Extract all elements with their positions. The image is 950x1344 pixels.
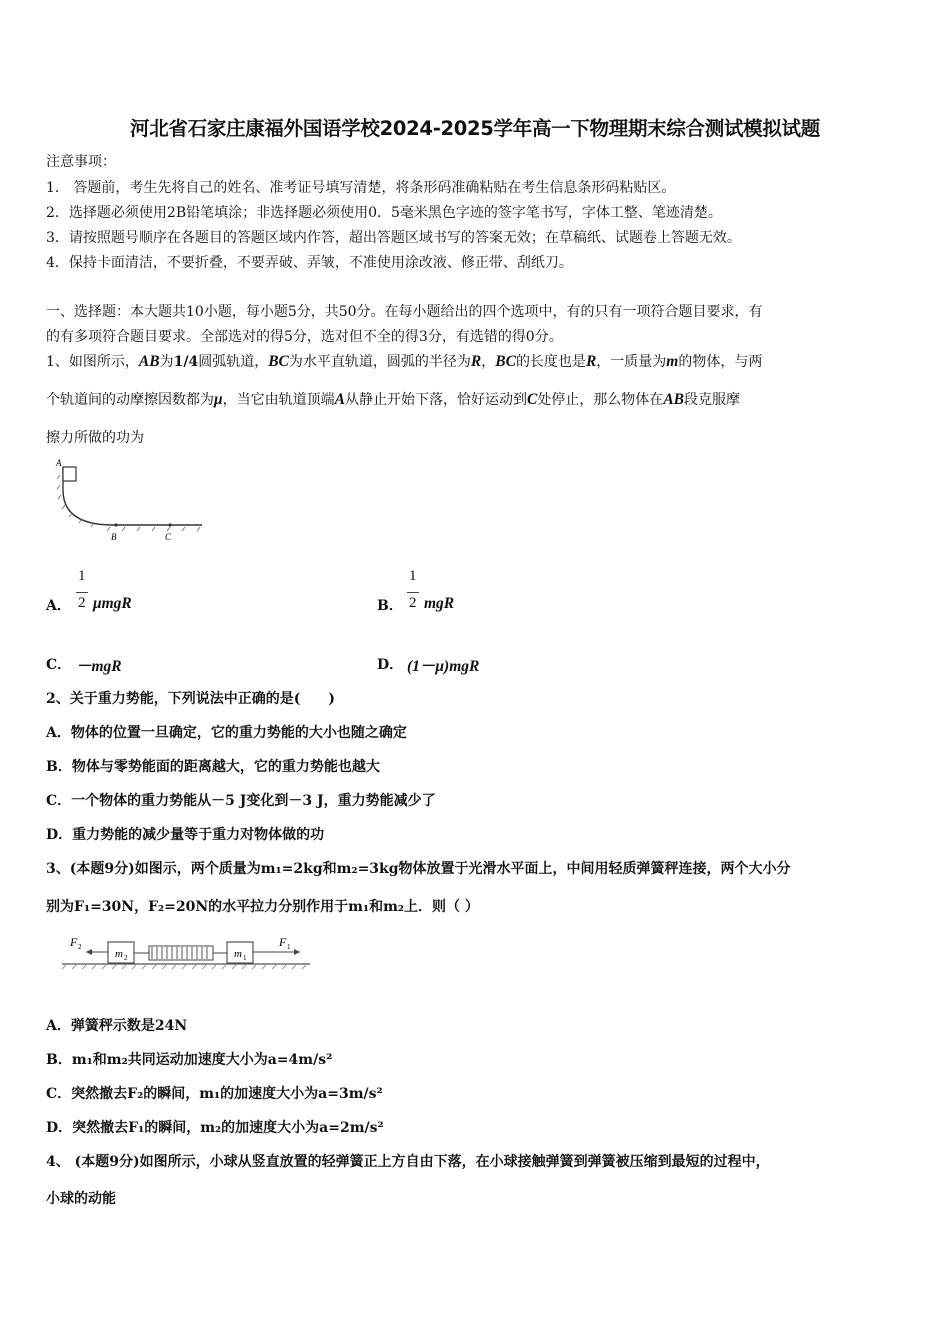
notice-item: 4．保持卡面清洁，不要折叠，不要弄破、弄皱，不准使用涂改液、修正带、刮纸刀。 [46,255,573,271]
q1-stem-line3: 擦力所做的功为 [46,430,144,446]
q3-option-c: C．突然撤去F₂的瞬间，m₁的加速度大小为a=3m/s² [46,1086,383,1102]
notice-item: 2．选择题必须使用2B铅笔填涂；非选择题必须使用0．5毫米黑色字迹的签字笔书写，字体工整、笔迹清楚。 [46,205,722,221]
spring-balance [149,946,213,960]
q1-option-a-denominator: 2 [78,595,86,611]
q1-option-a-numerator: 1 [78,568,86,584]
q2-stem: 2、关于重力势能，下列说法中正确的是( ) [46,691,335,707]
q3-option-a: A．弹簧秤示数是24N [46,1018,188,1034]
force-f1-arrowhead [294,949,300,955]
q1-option-b-label: B． [377,598,403,614]
q2-option-a: A．物体的位置一旦确定，它的重力势能的大小也随之确定 [46,725,407,741]
label-m1: m [234,948,242,960]
arc-track [63,467,202,525]
notice-heading: 注意事项： [46,154,116,170]
q3-stem-line2: 别为F₁=30N，F₂=20N的水平拉力分别作用于m₁和m₂上．则（ ） [46,899,479,915]
ground-hatching [62,965,306,969]
label-f1-subscript: 1 [287,943,291,951]
q3-spring-figure [60,928,315,973]
notice-item: 1． 答题前，考生先将自己的姓名、准考证号填写清楚，将条形码准确粘贴在考生信息条形码粘贴区。 [46,180,676,196]
q4-stem-line1: 4、 (本题9分)如图所示，小球从竖直放置的轻弹簧正上方自由下落，在小球接触弹簧到弹簧被压缩到最短的过程中， [46,1154,770,1170]
q1-option-c-expression: －mgR [76,658,122,675]
q1-option-a-label: A． [46,598,71,614]
label-c: C [165,532,172,542]
q1-option-c-label: C． [46,657,72,673]
label-a: A [56,458,62,468]
q2-option-c: C．一个物体的重力势能从－5 J变化到－3 J，重力势能减少了 [46,793,436,809]
section-heading-line1: 一、选择题：本大题共10小题，每小题5分，共50分。在每小题给出的四个选项中，有的只有一项符合题目要求，有 [46,304,763,320]
q4-stem-line2: 小球的动能 [46,1191,116,1207]
force-f2-arrowhead [86,949,92,955]
q1-option-a-fraction-bar [76,592,88,593]
q2-option-b: B．物体与零势能面的距离越大，它的重力势能也越大 [46,759,380,775]
q1-option-d-label: D． [377,657,404,673]
q1-stem-line2: 个轨道间的动摩擦因数都为μ，当它由轨道顶端A从静止开始下落，恰好运动到C处停止，那么物体在AB段克服摩 [46,391,740,408]
block [63,467,76,481]
q2-option-d: D．重力势能的减少量等于重力对物体做的功 [46,827,325,843]
page-title: 河北省石家庄康福外国语学校2024-2025学年高一下物理期末综合测试模拟试题 [130,117,820,140]
q3-stem-line1: 3、(本题9分)如图示，两个质量为m₁=2kg和m₂=3kg物体放置于光滑水平面上，中间用轻质弹簧秤连接，两个大小分 [46,861,791,877]
q1-option-b-expression: mgR [424,595,455,612]
q1-option-b-denominator: 2 [409,595,417,611]
q3-option-b: B．m₁和m₂共同运动加速度大小为a=4m/s² [46,1052,333,1068]
label-f2-subscript: 2 [78,943,82,951]
q1-option-a-expression: μmgR [93,595,132,612]
label-f1: F [279,935,287,949]
q3-option-d: D．突然撤去F₁的瞬间，m₂的加速度大小为a=2m/s² [46,1120,384,1136]
label-m2-subscript: 2 [124,954,128,962]
label-b: B [111,532,117,542]
q1-option-d-expression: (1－μ)mgR [407,658,480,675]
q1-option-b-fraction-bar [407,592,419,593]
q1-stem-line1: 1、如图所示，AB为1/4圆弧轨道，BC为水平直轨道，圆弧的半径为R，BC的长度也是R，一质量为m的物体，与两 [46,353,763,370]
point-c [168,523,171,526]
track-hatching [57,475,200,531]
label-m2: m [115,948,123,960]
label-m1-subscript: 1 [243,954,247,962]
q1-option-b-numerator: 1 [409,568,417,584]
label-f2: F [70,935,78,949]
q1-track-figure [50,455,210,545]
notice-item: 3．请按照题号顺序在各题目的答题区域内作答，超出答题区域书写的答案无效；在草稿纸、试题卷上答题无效。 [46,230,741,246]
section-heading-line2: 的有多项符合题目要求。全部选对的得5分，选对但不全的得3分，有选错的得0分。 [46,329,563,345]
point-b [114,523,117,526]
